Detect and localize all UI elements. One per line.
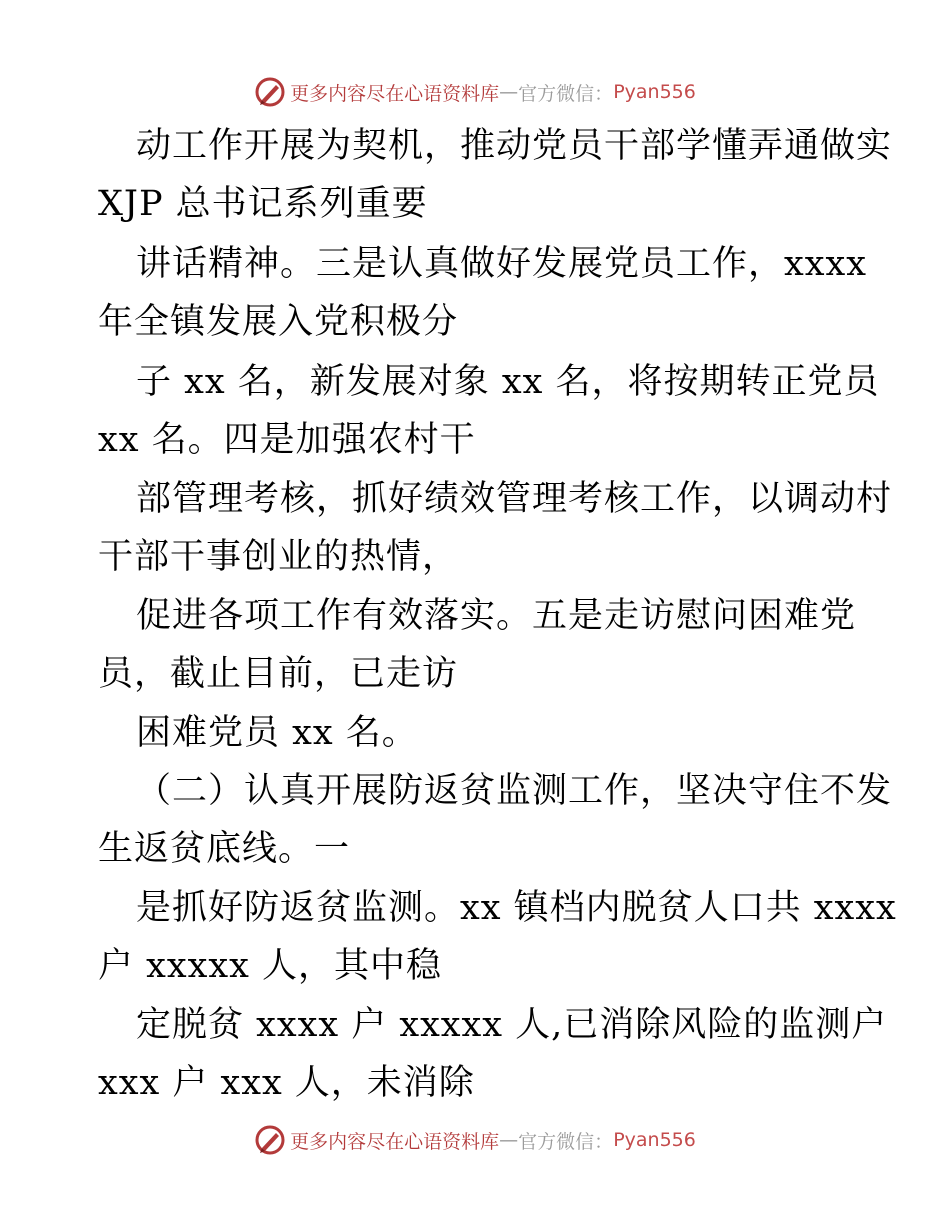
watermark-wechat-id: Pyan556 [613,81,696,103]
text-line: 户 xxxxx 人，其中稳 [98,946,442,986]
text-line: 员，截止目前，已走访 [98,654,459,694]
watermark-separator: — [499,81,519,103]
text-line: 动工作开展为契机，推动党员干部学懂弄通做实 [136,126,893,166]
text-line: 困难党员 xx 名。 [136,713,418,753]
text-line: 生返贫底线。一 [98,829,351,869]
pen-in-circle-icon [254,1124,286,1156]
watermark-label: 官方微信： [518,82,614,105]
watermark-label: 官方微信： [518,1130,614,1153]
watermark-brand-text: 更多内容尽在心语资料库 [290,82,500,105]
header-watermark [0,72,950,112]
text-line: 讲话精神。三是认真做好发展党员工作，xxxx [136,244,867,284]
text-line: 部管理考核，抓好绩效管理考核工作，以调动村 [136,479,893,519]
text-line: 定脱贫 xxxx 户 xxxxx 人,已消除风险的监测户 [136,1005,888,1045]
pen-in-circle-icon [254,76,286,108]
footer-watermark [0,1120,950,1160]
text-line: xx 名。四是加强农村干 [98,420,476,460]
text-line: 干部干事创业的热情， [98,537,459,577]
text-line: 是抓好防返贫监测。xx 镇档内脱贫人口共 xxxx [136,888,897,928]
watermark-separator: — [499,1129,519,1151]
text-line: 年全镇发展入党积极分 [98,302,459,342]
text-line: xxx 户 xxx 人，未消除 [98,1063,475,1103]
text-line: 促进各项工作有效落实。五是走访慰问困难党 [136,596,857,636]
text-line: （二）认真开展防返贫监测工作，坚决守住不发 [136,771,893,811]
text-line: 子 xx 名，新发展对象 xx 名，将按期转正党员 [136,362,880,402]
watermark-wechat-id: Pyan556 [613,1129,696,1151]
text-line: XJP 总书记系列重要 [98,184,428,224]
watermark-brand-text: 更多内容尽在心语资料库 [290,1130,500,1153]
